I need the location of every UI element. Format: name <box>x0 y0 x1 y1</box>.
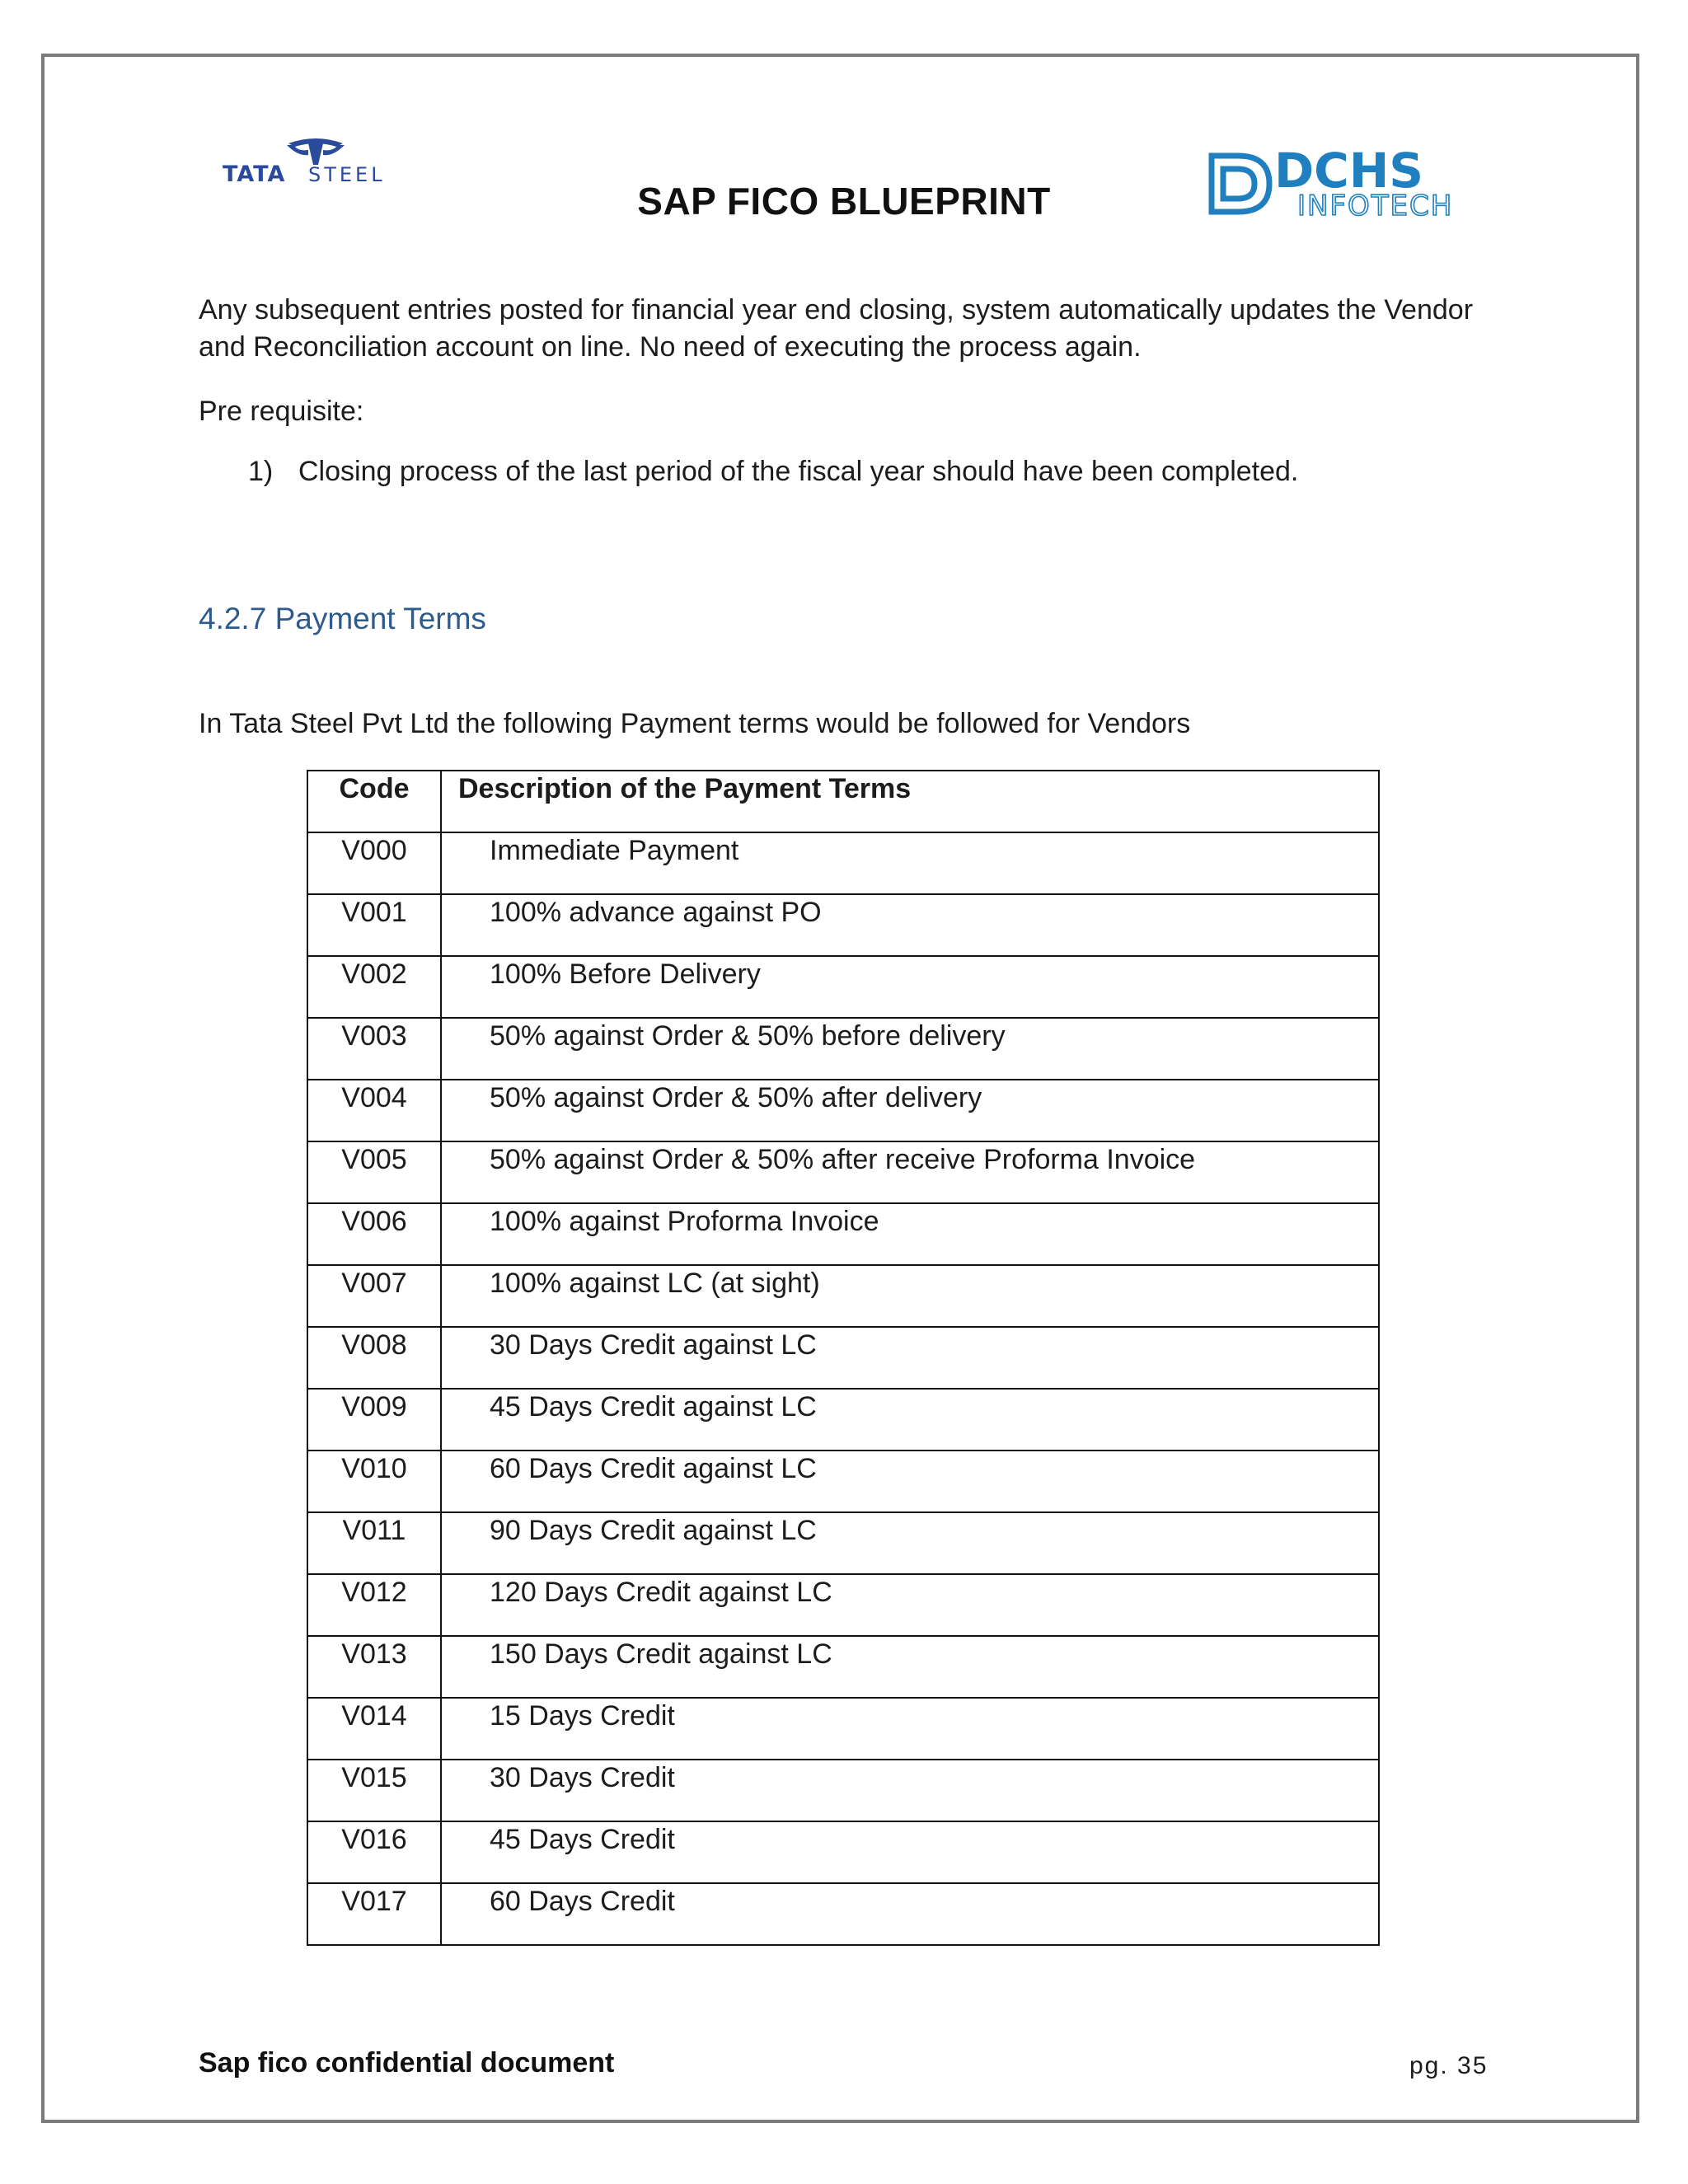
table-row <box>307 1636 1379 1698</box>
description-cell: 50% against Order & 50% before delivery <box>441 1018 1379 1080</box>
description-cell: 100% against Proforma Invoice <box>441 1203 1379 1265</box>
description-cell: 100% Before Delivery <box>441 956 1379 1018</box>
description-cell: 50% against Order & 50% after receive Proforma Invoice <box>441 1141 1379 1203</box>
code-cell: V004 <box>307 1080 441 1141</box>
page-number: pg. 35 <box>1409 2052 1489 2079</box>
code-cell: V015 <box>307 1760 441 1821</box>
code-cell: V014 <box>307 1698 441 1760</box>
prereq-item-number: 1) <box>248 456 274 487</box>
payment-terms-table <box>307 770 1380 1946</box>
code-cell: V016 <box>307 1821 441 1883</box>
description-cell: 15 Days Credit <box>441 1698 1379 1760</box>
description-cell: 100% against LC (at sight) <box>441 1265 1379 1327</box>
table-row <box>307 1203 1379 1265</box>
code-cell: V017 <box>307 1883 441 1945</box>
description-cell: 60 Days Credit against LC <box>441 1451 1379 1512</box>
code-cell: V002 <box>307 956 441 1018</box>
code-cell: V005 <box>307 1141 441 1203</box>
description-cell: Immediate Payment <box>441 832 1379 894</box>
table-row <box>307 1698 1379 1760</box>
table-row <box>307 1327 1379 1389</box>
description-cell: 100% advance against PO <box>441 894 1379 956</box>
table-row <box>307 956 1379 1018</box>
description-cell: 30 Days Credit against LC <box>441 1327 1379 1389</box>
prereq-item-text: Closing process of the last period of the fiscal year should have been completed. <box>298 456 1299 487</box>
table-row <box>307 1512 1379 1574</box>
table-row <box>307 832 1379 894</box>
table-row <box>307 1141 1379 1203</box>
table-header-row <box>307 771 1379 832</box>
section-intro: In Tata Steel Pvt Ltd the following Payment terms would be followed for Vendors <box>199 708 1191 739</box>
description-cell: 45 Days Credit against LC <box>441 1389 1379 1451</box>
intro-paragraph-line1: Any subsequent entries posted for financial year end closing, system automatically updates the Vendor <box>199 294 1474 326</box>
code-cell: V003 <box>307 1018 441 1080</box>
table-row <box>307 1389 1379 1451</box>
table-row <box>307 1018 1379 1080</box>
code-cell: V011 <box>307 1512 441 1574</box>
footer-confidential-label: Sap fico confidential document <box>199 2047 615 2079</box>
header-code: Code <box>307 771 441 832</box>
svg-text:INFOTECH: INFOTECH <box>1297 190 1454 220</box>
document-title: SAP FICO BLUEPRINT <box>637 180 1051 223</box>
svg-text:DCHS: DCHS <box>1274 144 1424 199</box>
table-row <box>307 894 1379 956</box>
code-cell: V010 <box>307 1451 441 1512</box>
code-cell: V013 <box>307 1636 441 1698</box>
code-cell: V001 <box>307 894 441 956</box>
description-cell: 60 Days Credit <box>441 1883 1379 1945</box>
svg-text:TATA: TATA <box>223 162 286 187</box>
description-cell: 30 Days Credit <box>441 1760 1379 1821</box>
description-cell: 120 Days Credit against LC <box>441 1574 1379 1636</box>
svg-text:STEEL: STEEL <box>308 163 386 186</box>
table-row <box>307 1265 1379 1327</box>
code-cell: V000 <box>307 832 441 894</box>
description-cell: 90 Days Credit against LC <box>441 1512 1379 1574</box>
code-cell: V007 <box>307 1265 441 1327</box>
description-cell: 150 Days Credit against LC <box>441 1636 1379 1698</box>
code-cell: V009 <box>307 1389 441 1451</box>
table-row <box>307 1760 1379 1821</box>
prereq-label: Pre requisite: <box>199 396 364 427</box>
intro-paragraph-line2: and Reconciliation account on line. No need of executing the process again. <box>199 331 1142 363</box>
code-cell: V012 <box>307 1574 441 1636</box>
description-cell: 50% against Order & 50% after delivery <box>441 1080 1379 1141</box>
table-row <box>307 1451 1379 1512</box>
table-row <box>307 1574 1379 1636</box>
table-row <box>307 1883 1379 1945</box>
table-row <box>307 1080 1379 1141</box>
table-row <box>307 1821 1379 1883</box>
header-description: Description of the Payment Terms <box>441 771 1379 832</box>
code-cell: V008 <box>307 1327 441 1389</box>
code-cell: V006 <box>307 1203 441 1265</box>
section-heading: 4.2.7 Payment Terms <box>199 602 486 635</box>
description-cell: 45 Days Credit <box>441 1821 1379 1883</box>
